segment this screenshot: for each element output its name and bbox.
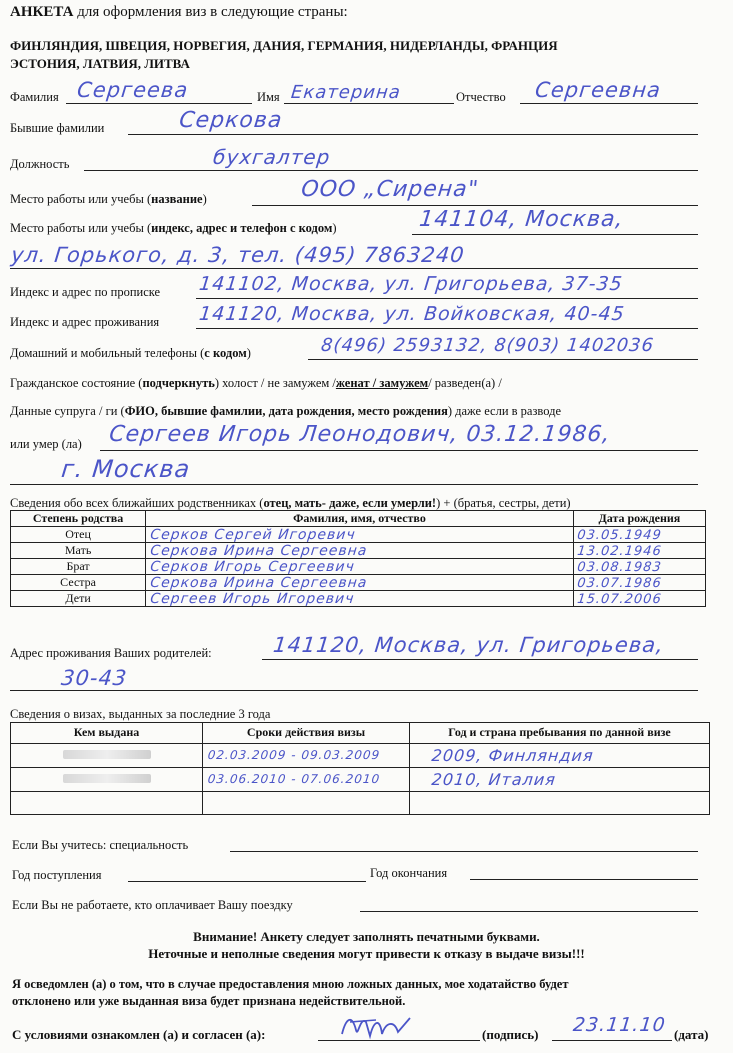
relative-fio[interactable]: Сергеев Игорь Игоревич [146,591,575,607]
visa-year-country[interactable]: 2009, Финляндия [410,743,713,767]
col-year-country: Год и страна пребывания по данной визе [410,723,710,744]
attention-line-2: Неточные и неполные сведения могут привести к отказу в выдаче визы!!! [148,946,585,961]
notice-line-1: Я осведомлен (а) о том, что в случае предоставления мною ложных данных, мое ходатайство будет [12,977,569,991]
surname-value[interactable]: Сергеева [76,78,190,102]
col-period: Сроки действия визы [203,723,410,744]
col-fio: Фамилия, имя, отчество [146,511,574,527]
parents-address-label: Адрес проживания Ваших родителей: [10,646,212,660]
form-title-bold: АНКЕТА [10,4,74,20]
col-degree: Степень родства [11,511,146,527]
visa-period[interactable]: 03.06.2010 - 07.06.2010 [203,767,413,791]
table-row [11,543,706,559]
notice-line-2: отклонено или уже выданная виза будет признана недействительной. [12,994,406,1008]
table-row [11,743,710,767]
reg-address-value[interactable]: 141102, Москва, ул. Григорьева, 37-35 [198,273,624,295]
work-address-value-1[interactable]: 141104, Москва, [418,207,625,232]
marital-selected: женат / замужем [335,376,429,390]
former-surnames-label: Бывшие фамилии [10,121,105,135]
countries-line-1: ФИНЛЯНДИЯ, ШВЕЦИЯ, НОРВЕГИЯ, ДАНИЯ, ГЕРМАНИЯ, НИДЕРЛАНДЫ, ФРАНЦИЯ [10,38,558,53]
form-title-rest: для оформления виз в следующие страны: [73,4,348,20]
table-row [11,767,710,791]
relative-dob[interactable]: 15.07.2006 [573,591,707,607]
visa-period[interactable]: 02.03.2009 - 09.03.2009 [203,743,413,767]
relative-degree: Отец [11,527,146,543]
relative-fio[interactable]: Серков Игорь Сергеевич [146,559,575,575]
table-row [11,559,706,575]
table-row [11,527,706,543]
col-dob: Дата рождения [573,511,705,527]
work-address-label: Место работы или учебы (индекс, адрес и телефон с кодом) [10,221,337,235]
relative-dob[interactable]: 03.08.1983 [573,559,707,575]
relative-fio[interactable]: Серков Сергей Игоревич [146,527,575,543]
relative-degree: Мать [11,543,146,559]
marital-label: Гражданское состояние (подчеркнуть) холост / не замужем /женат / замужем/ разведен(а) / [10,376,502,390]
workplace-value[interactable]: ООО „Сирена" [300,177,481,202]
patronymic-value[interactable]: Сергеевна [534,78,663,102]
sign-caption: (подпись) [482,1027,539,1042]
spouse-label-2: или умер (ла) [10,437,82,451]
visa-issuer-redacted [11,743,203,767]
payer-label: Если Вы не работаете, кто оплачивает Вашу поездку [12,898,293,912]
relative-dob[interactable]: 03.07.1986 [573,575,707,591]
signature-icon [336,1008,416,1044]
form-title [10,4,348,21]
parents-address-value-2[interactable]: 30-43 [60,666,129,690]
table-row [11,791,710,814]
year-in-label: Год поступления [12,868,102,882]
relative-degree: Дети [11,591,146,607]
visas-label: Сведения о визах, выданных за последние 3 года [10,707,271,721]
surname-label: Фамилия [10,90,59,104]
position-label: Должность [10,157,70,171]
live-address-value[interactable]: 141120, Москва, ул. Войковская, 40-45 [198,303,626,325]
live-address-label: Индекс и адрес проживания [10,315,160,329]
work-address-value-2[interactable]: ул. Горького, д. 3, тел. (495) 7863240 [10,243,466,267]
col-issued-by: Кем выдана [11,723,203,744]
year-out-label: Год окончания [370,866,448,880]
relatives-table [10,510,706,607]
name-value[interactable]: Екатерина [290,82,402,103]
relatives-label: Сведения обо всех ближайших родственниках (отец, мать- даже, если умерли!) + (братья, сестры, дети) [10,496,571,510]
date-value[interactable]: 23.11.10 [572,1014,667,1036]
table-row [11,591,706,607]
relative-fio[interactable]: Серкова Ирина Сергеевна [146,575,575,591]
agree-label: С условиями ознакомлен (а) и согласен (а): [12,1027,266,1042]
name-label: Имя [257,90,280,104]
former-surnames-value[interactable]: Серкова [178,108,284,133]
phones-label: Домашний и мобильный телефоны (с кодом) [10,346,251,360]
spouse-value-1[interactable]: Сергеев Игорь Леонодович, 03.12.1986, [108,422,612,447]
phones-value[interactable]: 8(496) 2593132, 8(903) 1402036 [320,335,656,356]
relative-fio[interactable]: Серкова Ирина Сергеевна [146,543,575,559]
visas-table [10,722,710,815]
position-value[interactable]: бухгалтер [212,145,332,169]
spouse-label: Данные супруга / ги (ФИО, бывшие фамилии, дата рождения, место рождения) даже если в разводе [10,404,562,418]
visa-issuer-redacted [11,767,203,791]
relative-dob[interactable]: 13.02.1946 [573,543,707,559]
visa-year-country[interactable]: 2010, Италия [410,767,713,791]
reg-address-label: Индекс и адрес по прописке [10,285,161,299]
workplace-label: Место работы или учебы (название) [10,192,207,206]
patronymic-label: Отчество [456,90,506,104]
spouse-value-2[interactable]: г. Москва [60,455,192,483]
relative-degree: Брат [11,559,146,575]
table-row [11,575,706,591]
relative-dob[interactable]: 03.05.1949 [573,527,707,543]
study-label: Если Вы учитесь: специальность [12,838,189,852]
parents-address-value-1[interactable]: 141120, Москва, ул. Григорьева, [272,633,666,657]
relative-degree: Сестра [11,575,146,591]
countries-line-2: ЭСТОНИЯ, ЛАТВИЯ, ЛИТВА [10,56,190,71]
attention-line-1: Внимание! Анкету следует заполнять печатными буквами. [193,929,540,944]
date-caption: (дата) [674,1027,709,1042]
